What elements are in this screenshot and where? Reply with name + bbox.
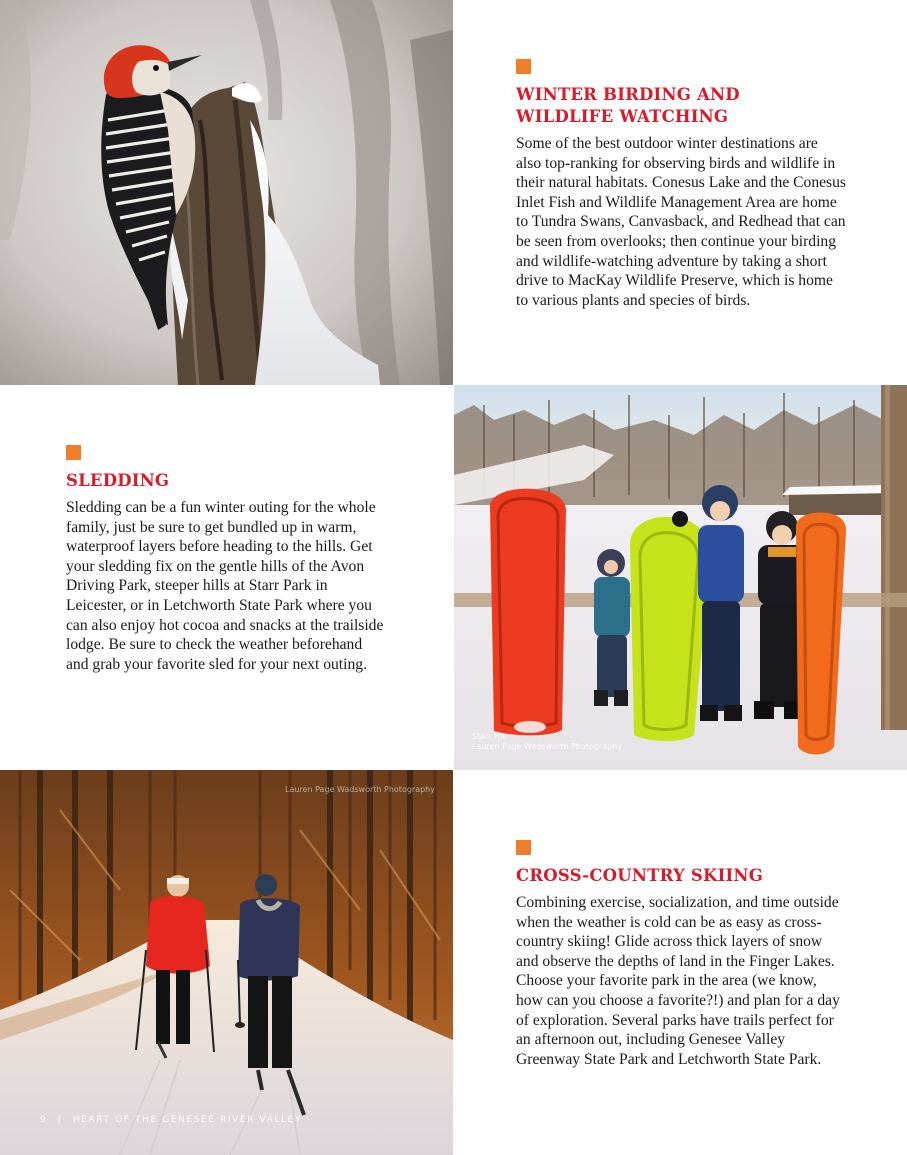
skiing-photo-credit: Lauren Page Wadsworth Photography (285, 785, 435, 794)
skiing-photo (0, 770, 453, 1155)
section-marker (66, 445, 81, 460)
page-number: 9 (40, 1115, 48, 1125)
footer-separator: | (57, 1115, 63, 1125)
skiing-section (516, 840, 846, 1069)
birding-heading-line1: WINTER BIRDING AND (516, 85, 740, 104)
woodpecker-photo (0, 0, 453, 385)
section-marker (516, 840, 531, 855)
birding-heading (516, 84, 846, 128)
sledding-section (66, 445, 388, 674)
sledding-heading: SLEDDING (66, 471, 170, 490)
section-marker (516, 59, 531, 74)
sledding-body: Sledding can be a fun winter outing for the whole family, just be sure to get bundled up in warm, waterproof layers before heading to the hills. Get your sledding fix on the gentle hills of the Avon Driving Park, steeper hills at Starr Park in Leicester, or in Letchworth State Park where you can also enjoy hot cocoa and snacks at the trailside lodge. Be sure to check the weather beforehand and grab your favorite sled for your next outing. (66, 499, 384, 673)
skiing-body: Combining exercise, socialization, and time outside when the weather is cold can be as easy as cross-country skiing! Glide across thick layers of snow and observe the depths of land in the Finger Lakes. Choose your favorite park in the area (we know, how can you choose a favorite?!) and plan for a day of exploration. Several parks have trails perfect for an afternoon out, including Genesee Valley Greenway State Park and Letchworth State Park. (516, 894, 840, 1068)
page-footer (40, 1115, 302, 1125)
birding-body: Some of the best outdoor winter destinations are also top-ranking for observing birds and wildlife in their natural habitats. Conesus Lake and the Conesus Inlet Fish and Wildlife Management Area are home to Tundra Swans, Canvasback, and Redhead that can be seen from overlooks; then continue your birding and wildlife-watching adventure by taking a short drive to MacKay Wildlife Preserve, which is home to various plants and species of birds. (516, 135, 846, 309)
birding-section (516, 59, 846, 310)
birding-heading-line2: WILDLIFE WATCHING (516, 107, 729, 126)
skiing-heading: CROSS-COUNTRY SKIING (516, 866, 763, 885)
publication-title: HEART OF THE GENESEE RIVER VALLEY (72, 1115, 303, 1125)
caption-location: Starr Hill (472, 732, 507, 741)
sledding-photo (454, 385, 907, 770)
caption-credit: Lauren Page Wadsworth Photography (472, 742, 622, 751)
sledding-photo-caption (472, 732, 622, 752)
